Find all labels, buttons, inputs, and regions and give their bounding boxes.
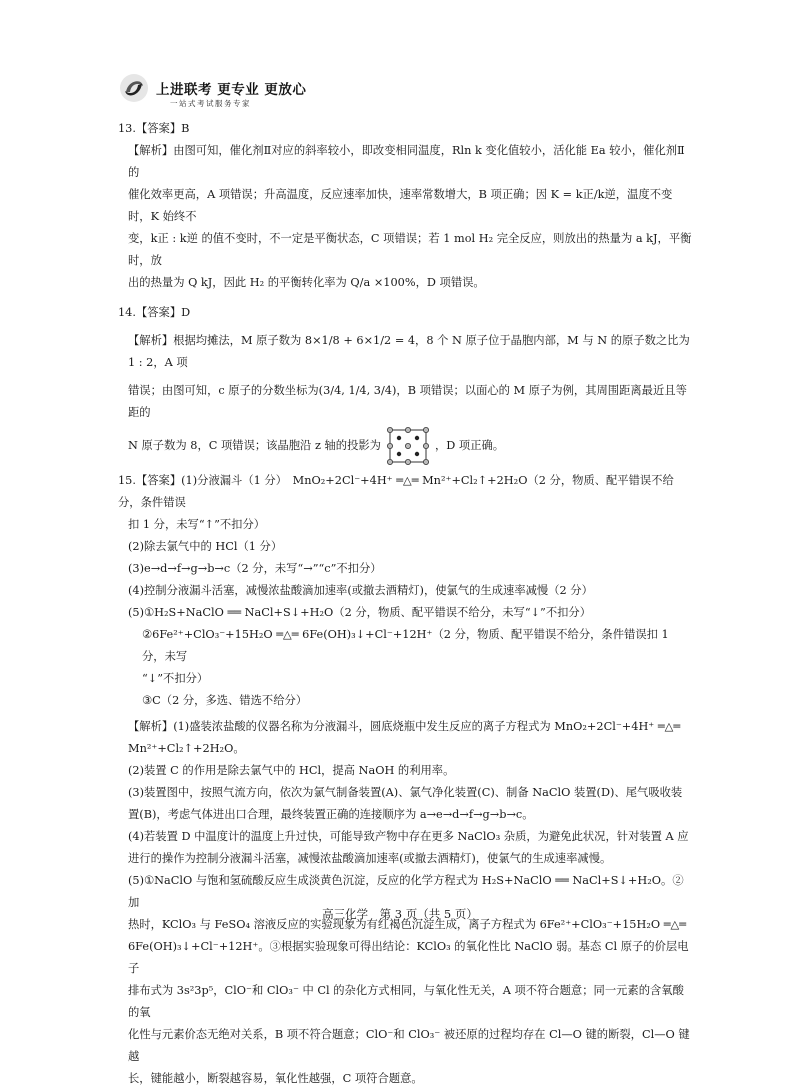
q14-analysis-line: 错误；由图可知，c 原子的分数坐标为(3/4, 1/4, 3/4)，B 项错误；以面心的 M 原子为例，其周围距离最近且等距的 (128, 384, 687, 419)
q15-answer-line: 扣 1 分，未写“↑”不扣分） (128, 518, 266, 531)
answer-content (118, 118, 692, 1090)
q15-answer-line: (4)控制分液漏斗活塞，减慢浓盐酸滴加速率(或撤去酒精灯)，使氯气的生成速率减慢（2 分） (128, 584, 593, 597)
q14-answer: 14.【答案】D (118, 306, 191, 319)
q15-answer-line: ③C（2 分，多选、错选不给分） (142, 694, 308, 707)
q15-analysis-line: 排布式为 3s²3p⁵，ClO⁻和 ClO₃⁻ 中 Cl 的杂化方式相同，与氧化性无关，A 项不符合题意；同一元素的含氧酸的氧 (128, 984, 684, 1019)
q15-answer-line: “↓”不扣分） (142, 672, 209, 685)
q15-answer-line: (3)e→d→f→g→b→c（2 分，未写“→”“c”不扣分） (128, 562, 382, 575)
q15-analysis-line: (2)装置 C 的作用是除去氯气中的 HCl，提高 NaOH 的利用率。 (128, 764, 455, 777)
q14-analysis-line: 【解析】根据均摊法，M 原子数为 8×1/8 + 6×1/2 = 4，8 个 N 原子位于晶胞内部，M 与 N 的原子数之比为 1 : 2，A 项 (128, 334, 690, 369)
q15-analysis-line: 置(B)，考虑气体进出口合理，最终装置正确的连接顺序为 a→e→d→f→g→b→c。 (128, 808, 534, 821)
q15-analysis-line: 热时，KClO₃ 与 FeSO₄ 溶液反应的实验现象为有红褐色沉淀生成，离子方程式为 6Fe²⁺+ClO₃⁻+15H₂O ═△═ (128, 918, 687, 931)
q15-analysis-line: (5)①NaClO 与饱和氢硫酸反应生成淡黄色沉淀，反应的化学方程式为 H₂S+NaClO ══ NaCl+S↓+H₂O。②加 (128, 874, 684, 909)
q15-analysis-line: (4)若装置 D 中温度计的温度上升过快，可能导致产物中存在更多 NaClO₃ 杂质，为避免此状况，针对装置 A 应 (128, 830, 689, 843)
swirl-logo-icon (118, 72, 150, 104)
q14-projection-line (118, 424, 692, 468)
q14-analysis-line-end: ，D 项正确。 (434, 439, 505, 452)
q13-analysis-line: 出的热量为 Q kJ，因此 H₂ 的平衡转化率为 Q/a ×100%，D 项错误。 (128, 276, 485, 289)
q15-analysis-line: 长，键能越小，断裂越容易，氧化性越强，C 项符合题意。 (128, 1072, 423, 1085)
q15-analysis-line: 进行的操作为控制分液漏斗活塞，减慢浓盐酸滴加速率(或撤去酒精灯)，使氯气的生成速率减慢。 (128, 852, 612, 865)
q14-analysis-line: N 原子数为 8，C 项错误；该晶胞沿 z 轴的投影为 (128, 439, 381, 452)
q15-analysis-line: (3)装置图中，按照气流方向，依次为氯气制备装置(A)、氯气净化装置(C)、制备 NaClO 装置(D)、尾气吸收装 (128, 786, 683, 799)
q15-answer-line: (5)①H₂S+NaClO ══ NaCl+S↓+H₂O（2 分，物质、配平错误不给分，未写“↓”不扣分） (128, 606, 592, 619)
q15-analysis-line: Mn²⁺+Cl₂↑+2H₂O。 (128, 742, 245, 755)
page-footer: 高三化学 第 3 页（共 5 页） (322, 907, 478, 921)
q15-analysis-line: 6Fe(OH)₃↓+Cl⁻+12H⁺。③根据实验现象可得出结论：KClO₃ 的氧化性比 NaClO 弱。基态 Cl 原子的价层电子 (128, 940, 689, 975)
q13-analysis-line: 变，k正 : k逆 的值不变时，不一定是平衡状态，C 项错误；若 1 mol H₂ 完全反应，则放出的热量为 a kJ，平衡时，放 (128, 232, 692, 267)
q15-analysis-line: 【解析】(1)盛装浓盐酸的仪器名称为分液漏斗，圆底烧瓶中发生反应的离子方程式为 MnO₂+2Cl⁻+4H⁺ ═△═ (128, 720, 681, 733)
q15-answer-line: (2)除去氯气中的 HCl（1 分） (128, 540, 283, 553)
q15-analysis-line: 化性与元素价态无绝对关系，B 项不符合题意；ClO⁻和 ClO₃⁻ 被还原的过程均存在 Cl—O 键的断裂，Cl—O 键越 (128, 1028, 690, 1063)
q13-answer: 13.【答案】B (118, 122, 190, 135)
q15-answer-line: ②6Fe²⁺+ClO₃⁻+15H₂O ═△═ 6Fe(OH)₃↓+Cl⁻+12H⁺（2 分，物质、配平错误不给分，条件错误扣 1 分，未写 (142, 628, 669, 663)
logo-name: 上进联考 更专业 更放心 (156, 82, 307, 98)
crystal-projection-diagram (385, 427, 431, 465)
logo-tagline: 一站式考试服务专家 (170, 99, 251, 108)
q13-analysis-line: 催化效率更高，A 项错误；升高温度，反应速率加快，速率常数增大，B 项正确；因 K = k正/k逆，温度不变时，K 始终不 (128, 188, 673, 223)
q13-analysis-line: 【解析】由图可知，催化剂Ⅱ对应的斜率较小，即改变相同温度，Rln k 变化值较小，活化能 Ea 较小，催化剂Ⅱ的 (128, 144, 685, 179)
q15-answer-line: 15.【答案】(1)分液漏斗（1 分） MnO₂+2Cl⁻+4H⁺ ═△═ Mn²⁺+Cl₂↑+2H₂O（2 分，物质、配平错误不给分，条件错误 (118, 474, 674, 509)
